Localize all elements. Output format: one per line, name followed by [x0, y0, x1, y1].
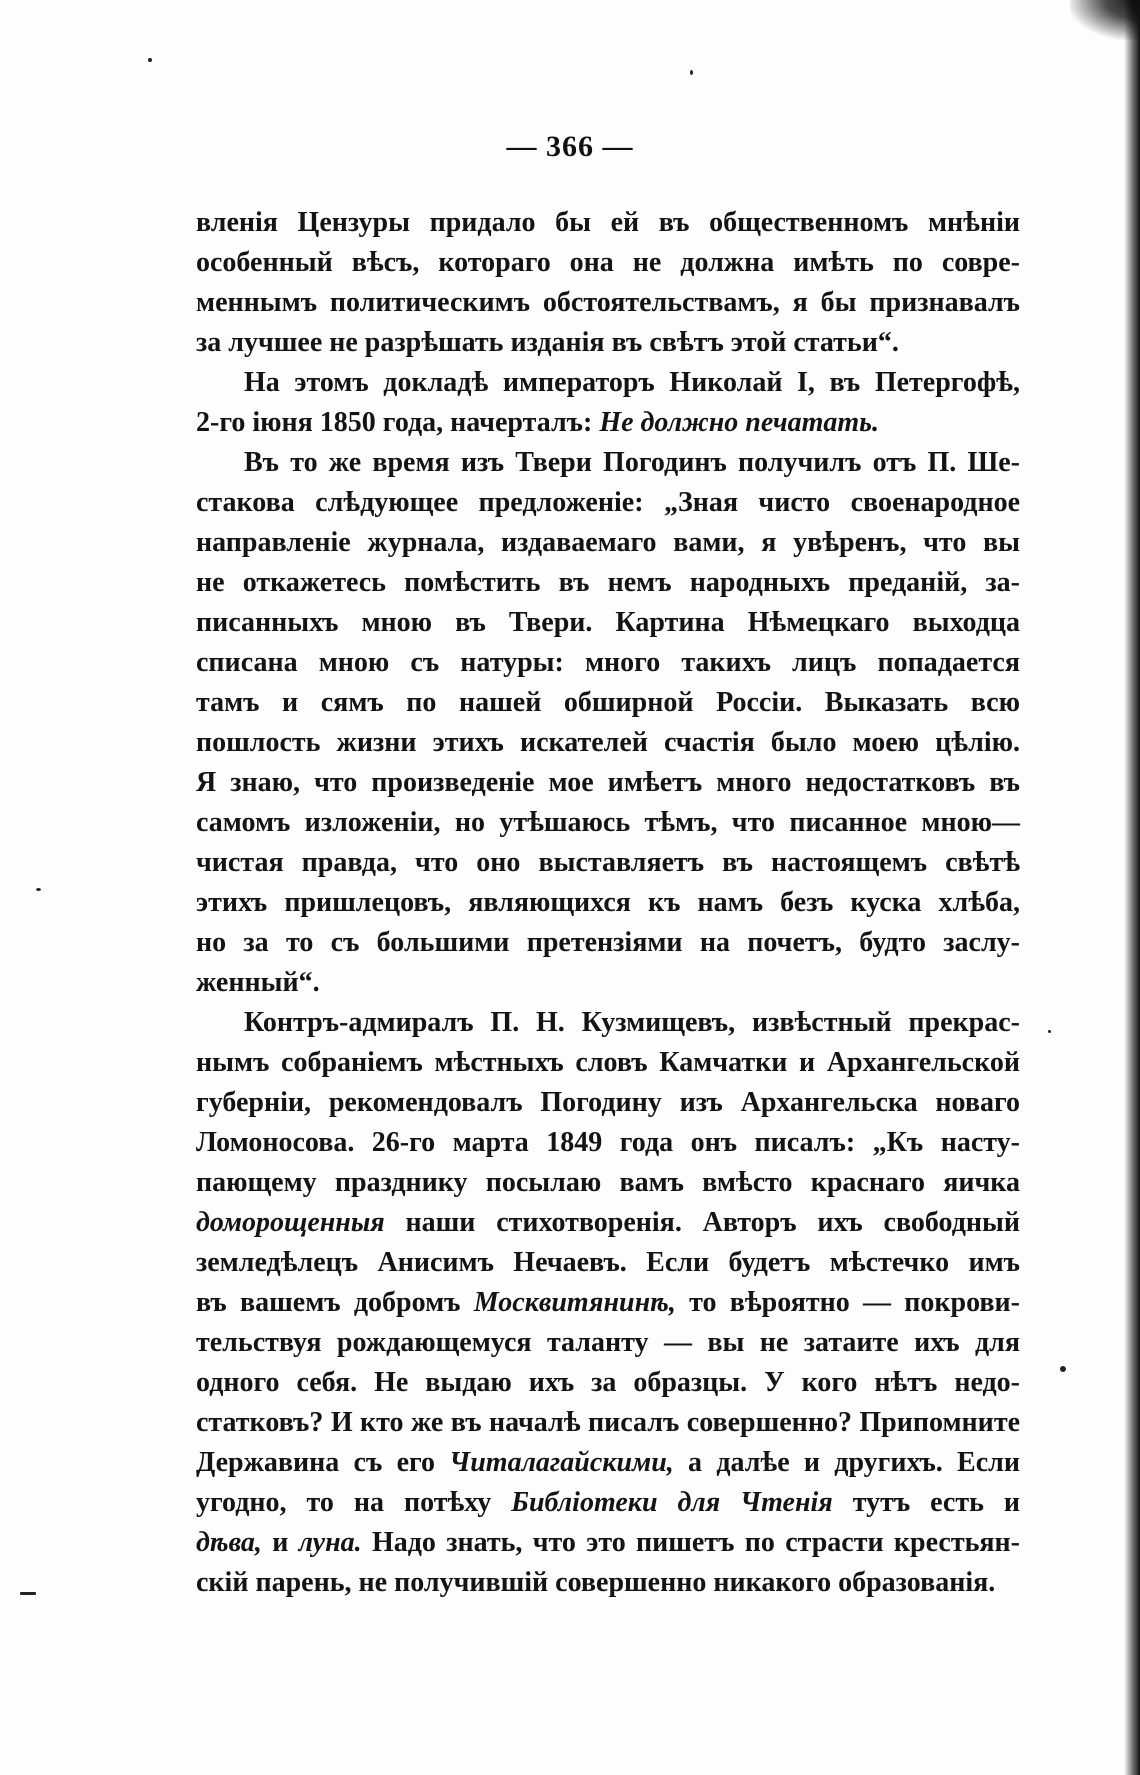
text-run: тельствуя рождающемуся таланту — вы не затаите ихъ для	[196, 1327, 1020, 1358]
text-run: Надо знать, что это пишетъ по страсти крестьян-	[361, 1527, 1020, 1558]
text-line	[196, 1403, 1020, 1443]
text-run: земледѣлецъ Анисимъ Нечаевъ. Если будетъ мѣстечко имъ	[196, 1247, 1020, 1278]
text-run: 2-го іюня 1850 года, начерталъ:	[196, 407, 600, 438]
text-line	[196, 1283, 1020, 1323]
text-run: Ломоносова. 26-го марта 1849 года онъ писалъ: „Къ насту-	[196, 1127, 1020, 1158]
text-line	[196, 883, 1020, 923]
scan-speck	[148, 58, 152, 62]
italic-text: Читалагайскими,	[449, 1447, 674, 1478]
text-line	[196, 1203, 1020, 1243]
italic-text: Москвитянинѣ,	[473, 1287, 676, 1318]
text-run: Я знаю, что произведеніе мое имѣетъ много недостатковъ въ	[196, 767, 1020, 798]
text-line	[196, 683, 1020, 723]
scan-speck	[1060, 1366, 1066, 1372]
text-run: въ вашемъ добромъ	[196, 1287, 474, 1318]
text-run: Въ то же время изъ Твери Погодинъ получилъ отъ П. Ше-	[244, 447, 1020, 478]
text-run: пающему празднику посылаю вамъ вмѣсто краснаго яичка	[196, 1167, 1020, 1198]
text-line	[196, 243, 1020, 283]
body-text	[196, 203, 1020, 1603]
italic-text: луна.	[298, 1527, 362, 1558]
text-run: тамъ и сямъ по нашей обширной Россіи. Выказать всю	[196, 687, 1020, 718]
text-line	[196, 1363, 1020, 1403]
paragraph	[196, 203, 1020, 363]
text-run: губерніи, рекомендовалъ Погодину изъ Архангельска новаго	[196, 1087, 1020, 1118]
text-line	[196, 323, 1020, 363]
text-run: На этомъ докладѣ императоръ Николай I, въ Петергофѣ,	[244, 367, 1020, 398]
text-run: скій парень, не получившій совершенно никакого образованія.	[196, 1567, 996, 1598]
italic-text: доморощенныя	[196, 1207, 385, 1238]
text-line	[196, 523, 1020, 563]
text-line	[196, 963, 1020, 1003]
text-run: и	[261, 1527, 299, 1558]
text-run: писанныхъ мною въ Твери. Картина Нѣмецкаго выходца	[196, 607, 1020, 638]
text-run: но за то съ большими претензіями на почетъ, будто заслу-	[196, 927, 1020, 958]
paragraph	[196, 1003, 1020, 1603]
text-line	[196, 723, 1020, 763]
text-run: самомъ изложеніи, но утѣшаюсь тѣмъ, что писанное мною—	[196, 807, 1020, 838]
text-line	[196, 1163, 1020, 1203]
text-run: за лучшее не разрѣшать изданія въ свѣтъ этой статьи“.	[196, 327, 899, 358]
text-run: вленія Цензуры придало бы ей въ общественномъ мнѣніи	[196, 207, 1020, 238]
text-run: не откажетесь помѣстить въ немъ народныхъ преданій, за-	[196, 567, 1020, 598]
text-run: а далѣе и другихъ. Если	[673, 1447, 1020, 1478]
text-run: списана мною съ натуры: много такихъ лицъ попадается	[196, 647, 1020, 678]
text-run: чистая правда, что оно выставляетъ въ настоящемъ свѣтѣ	[196, 847, 1020, 878]
text-line	[196, 803, 1020, 843]
text-line	[196, 1043, 1020, 1083]
text-run: статковъ? И кто же въ началѣ писалъ совершенно? Припомните	[196, 1407, 1020, 1438]
page-number: — 366 —	[506, 130, 634, 163]
text-line	[196, 643, 1020, 683]
scan-speck	[690, 70, 693, 75]
text-run: нымъ собраніемъ мѣстныхъ словъ Камчатки и Архангельской	[196, 1047, 1020, 1078]
text-line	[196, 763, 1020, 803]
text-line	[196, 1563, 1020, 1603]
text-run: угодно, то на потѣху	[196, 1487, 512, 1518]
text-line	[196, 363, 1020, 403]
text-run: то вѣроятно — покрови-	[675, 1287, 1020, 1318]
text-run: меннымъ политическимъ обстоятельствамъ, я бы признавалъ	[196, 287, 1020, 318]
text-line	[196, 1483, 1020, 1523]
text-line	[196, 1243, 1020, 1283]
text-run: направленіе журнала, издаваемаго вами, я увѣренъ, что вы	[196, 527, 1020, 558]
italic-text: Библіотеки для Чтенія	[511, 1487, 833, 1518]
text-line	[196, 1123, 1020, 1163]
text-line	[196, 603, 1020, 643]
text-run: Контръ-адмиралъ П. Н. Кузмищевъ, извѣстный прекрас-	[244, 1007, 1020, 1038]
text-line	[196, 923, 1020, 963]
text-line	[196, 403, 1020, 443]
text-run: особенный вѣсъ, котораго она не должна имѣть по совре-	[196, 247, 1020, 278]
text-run: Державина съ его	[196, 1447, 450, 1478]
text-line	[196, 843, 1020, 883]
text-line	[196, 1323, 1020, 1363]
text-run: одного себя. Не выдаю ихъ за образцы. У кого нѣтъ недо-	[196, 1367, 1020, 1398]
text-line	[196, 1003, 1020, 1043]
page-edge-shadow	[1124, 0, 1140, 1775]
text-run: тутъ есть и	[832, 1487, 1020, 1518]
text-line	[196, 563, 1020, 603]
text-line	[196, 1083, 1020, 1123]
scan-speck	[36, 888, 41, 891]
text-run: наши стихотворенія. Авторъ ихъ свободный	[384, 1207, 1020, 1238]
text-run: женный“.	[196, 967, 320, 998]
italic-text: Не должно печатать.	[599, 407, 879, 438]
text-line	[196, 283, 1020, 323]
scan-speck	[1048, 1030, 1051, 1033]
paragraph	[196, 443, 1020, 1003]
text-line	[196, 1443, 1020, 1483]
text-run: стакова слѣдующее предложеніе: „Зная чисто своенародное	[196, 487, 1020, 518]
text-run: пошлость жизни этихъ искателей счастія было моею цѣлію.	[196, 727, 1020, 758]
scan-speck	[20, 1592, 36, 1595]
paragraph	[196, 363, 1020, 443]
text-line	[196, 443, 1020, 483]
text-line	[196, 203, 1020, 243]
text-line	[196, 483, 1020, 523]
text-line	[196, 1523, 1020, 1563]
text-run: этихъ пришлецовъ, являющихся къ намъ безъ куска хлѣба,	[196, 887, 1020, 918]
italic-text: дѣва,	[196, 1527, 262, 1558]
